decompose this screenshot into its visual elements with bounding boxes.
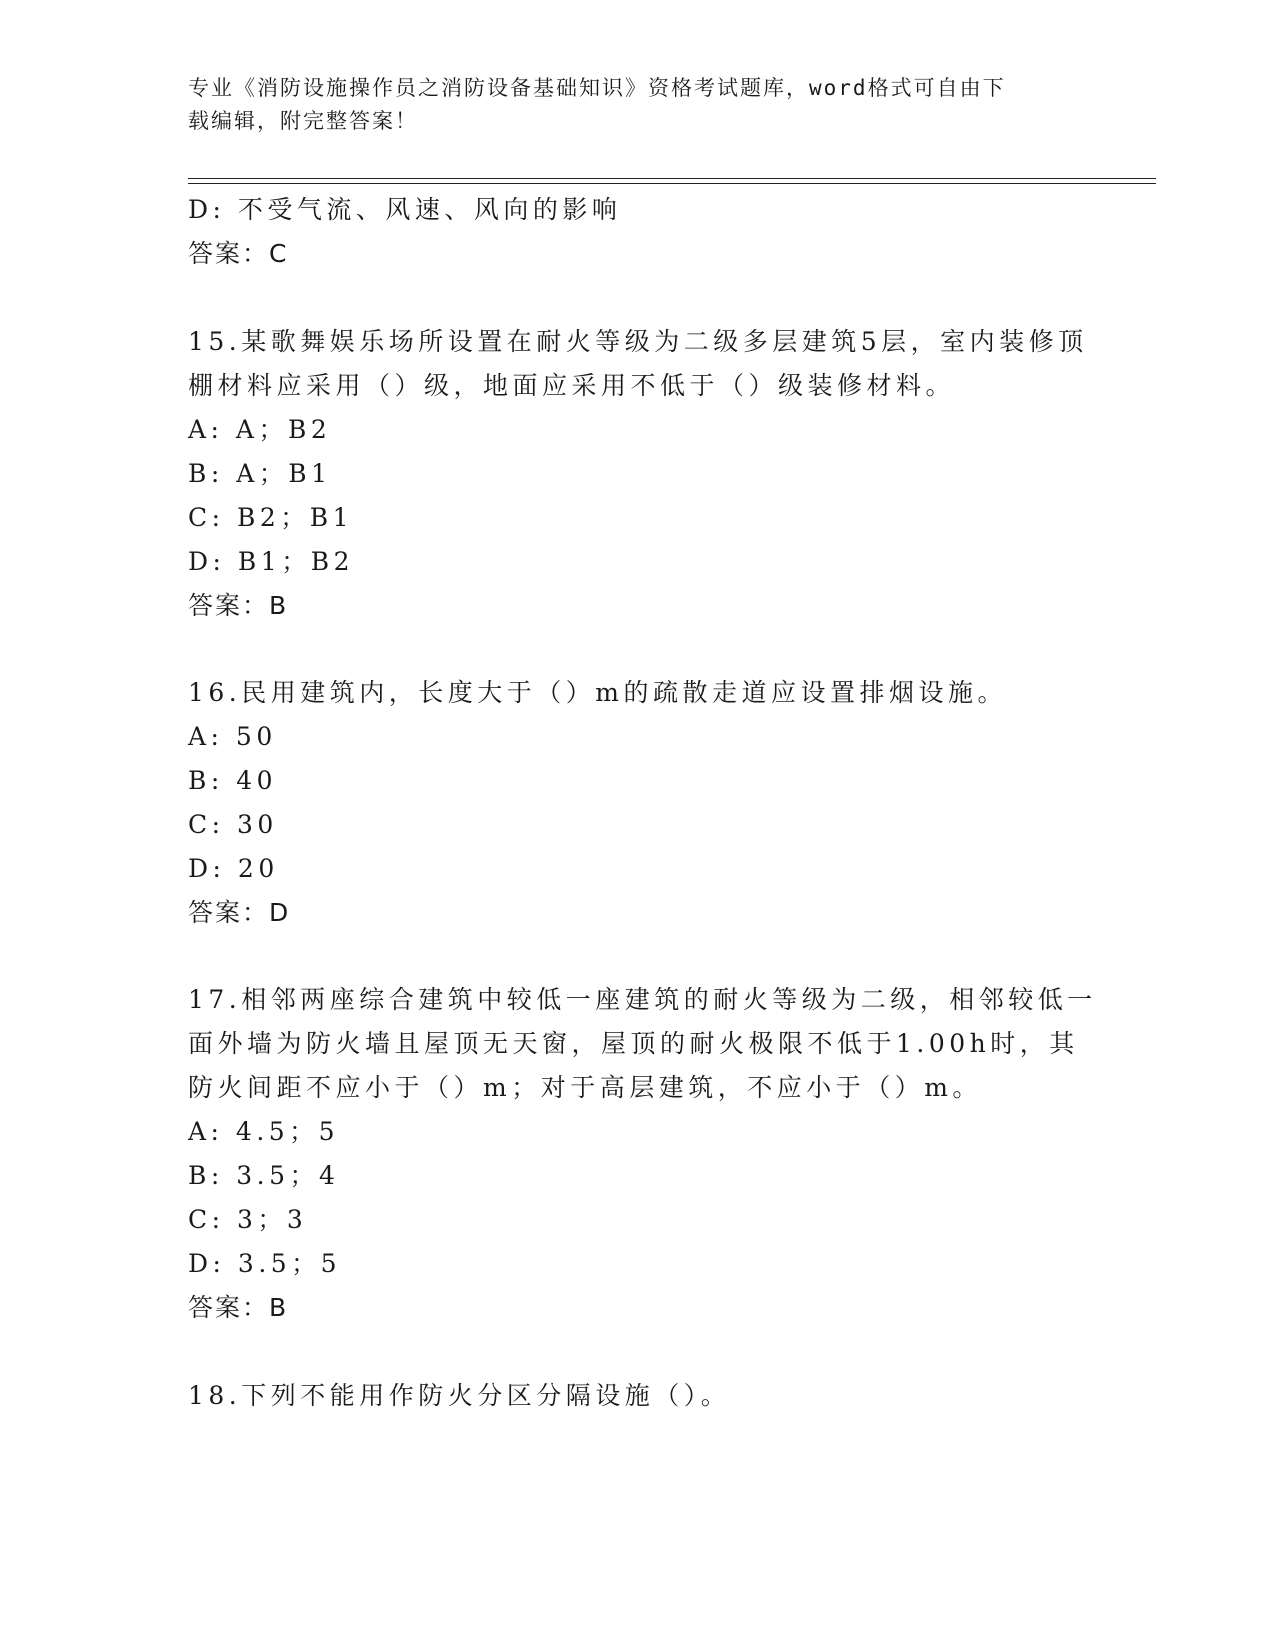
header-divider-bottom bbox=[188, 183, 1156, 184]
q17-answer: 答案：B bbox=[188, 1293, 289, 1322]
header-line-1: 专业《消防设施操作员之消防设备基础知识》资格考试题库，word格式可自由下 bbox=[188, 76, 1006, 100]
q15-option-c: C: B2；B1 bbox=[188, 503, 354, 532]
q15-stem-line-1: 15.某歌舞娱乐场所设置在耐火等级为二级多层建筑5层，室内装修顶 bbox=[188, 327, 1088, 356]
q18-stem-line-1: 18.下列不能用作防火分区分隔设施（）。 bbox=[188, 1381, 731, 1410]
q16-option-b: B: 40 bbox=[188, 766, 278, 795]
document-header bbox=[188, 72, 1088, 138]
header-line-2: 载编辑，附完整答案！ bbox=[188, 109, 418, 133]
q16-option-a: A: 50 bbox=[188, 722, 277, 751]
q15-option-a: A: A；B2 bbox=[188, 415, 332, 444]
q15-option-d: D: B1；B2 bbox=[188, 547, 354, 576]
q15-answer: 答案：B bbox=[188, 591, 289, 620]
header-divider-top bbox=[188, 178, 1156, 179]
q17-stem-line-1: 17.相邻两座综合建筑中较低一座建筑的耐火等级为二级，相邻较低一 bbox=[188, 985, 1097, 1014]
prev-option-d: D: 不受气流、风速、风向的影响 bbox=[188, 195, 622, 224]
q16-option-d: D: 20 bbox=[188, 854, 279, 883]
q17-option-d: D: 3.5；5 bbox=[188, 1249, 342, 1278]
prev-answer: 答案：C bbox=[188, 239, 289, 268]
q17-stem-line-3: 防火间距不应小于（）m；对于高层建筑，不应小于（）m。 bbox=[188, 1073, 982, 1102]
q17-option-a: A: 4.5；5 bbox=[188, 1117, 340, 1146]
q15-option-b: B: A；B1 bbox=[188, 459, 332, 488]
q17-option-b: B: 3.5；4 bbox=[188, 1161, 340, 1190]
q16-stem-line-1: 16.民用建筑内，长度大于（）m的疏散走道应设置排烟设施。 bbox=[188, 678, 1007, 707]
q17-option-c: C: 3；3 bbox=[188, 1205, 308, 1234]
q16-option-c: C: 30 bbox=[188, 810, 278, 839]
q15-stem-line-2: 棚材料应采用（）级，地面应采用不低于（）级装修材料。 bbox=[188, 371, 956, 400]
q16-answer: 答案：D bbox=[188, 898, 291, 927]
q17-stem-line-2: 面外墙为防火墙且屋顶无天窗，屋顶的耐火极限不低于1.00h时，其 bbox=[188, 1029, 1079, 1058]
